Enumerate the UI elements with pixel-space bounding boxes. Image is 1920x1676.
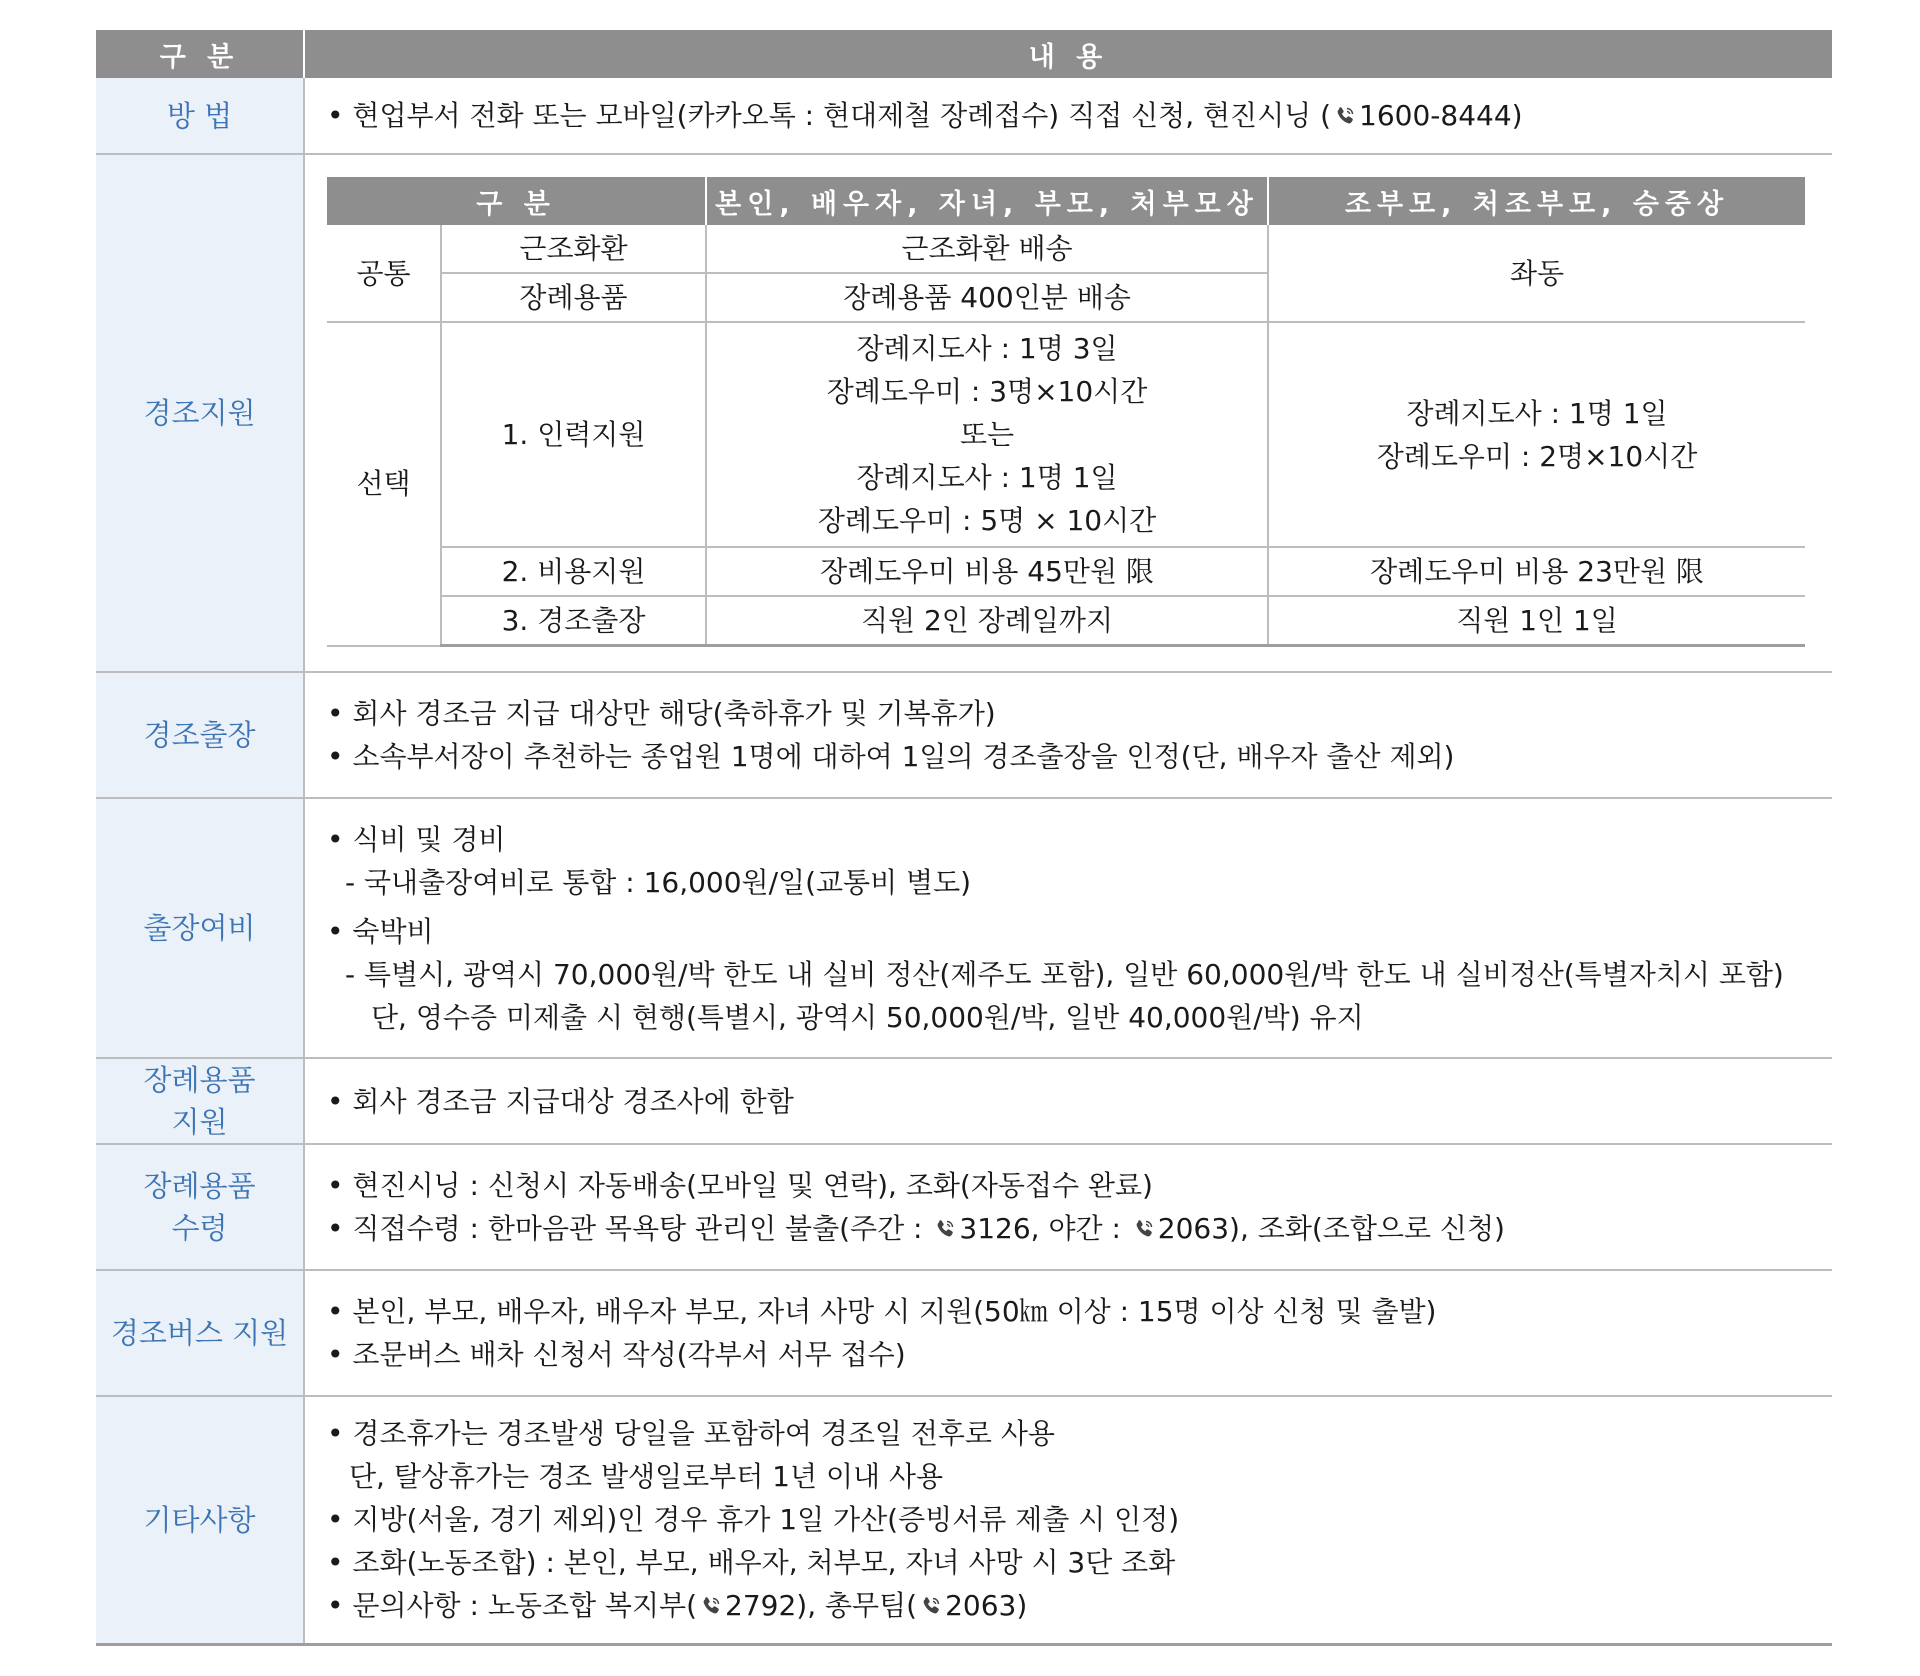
table-row <box>327 596 1805 646</box>
labor-direct-line: 장례도우미 : 5명 × 10시간 <box>817 504 1157 537</box>
value-trip-direct: 직원 2인 장례일까지 <box>706 596 1268 646</box>
row-content-etc <box>304 1396 1832 1644</box>
list-item: • 회사 경조금 지급 대상만 해당(축하휴가 및 기복휴가) <box>327 697 996 730</box>
support-header-grand: 조부모, 처조부모, 승중상 <box>1268 177 1805 225</box>
row-content-goods-receipt <box>304 1144 1832 1270</box>
labor-grand-line: 장례도우미 : 2명×10시간 <box>1376 439 1698 473</box>
list-subitem: 단, 영수증 미제출 시 현행(특별시, 광역시 50,000원/박, 일반 40,000원/박) 유지 <box>371 1000 1364 1034</box>
list-item: • 조화(노동조합) : 본인, 부모, 배우자, 처부모, 자녀 사망 시 3단 조화 <box>327 1546 1176 1580</box>
row-etc <box>96 1396 1832 1644</box>
row-content-goods-support <box>304 1058 1832 1144</box>
value-labor-grand <box>1268 322 1805 547</box>
header-category: 구 분 <box>96 30 304 78</box>
row-method <box>96 78 1832 154</box>
item-trip: 3. 경조출장 <box>441 596 706 646</box>
guide-table <box>96 30 1832 1646</box>
list-item: • 본인, 부모, 배우자, 배우자 부모, 자녀 사망 시 지원(50㎞ 이상 : 15명 이상 신청 및 출발) <box>327 1295 1437 1328</box>
item-wreath: 근조화환 <box>441 225 706 273</box>
row-label-goods-receipt <box>96 1144 304 1270</box>
value-wreath: 근조화환 배송 <box>706 225 1268 273</box>
support-header-category: 구 분 <box>327 177 706 225</box>
inquiry-text: 2063) <box>945 1589 1028 1623</box>
group-label-common: 공통 <box>327 225 441 322</box>
receipt-text: 2063), 조화(조합으로 신청) <box>1157 1212 1505 1245</box>
list-subitem: - 특별시, 광역시 70,000원/박 한도 내 실비 정산(제주도 포함), 일반 60,000원/박 한도 내 실비정산(특별자치시 포함) <box>345 957 1784 991</box>
support-header-row <box>327 177 1805 225</box>
row-label-line: 장례용품 <box>143 1063 256 1097</box>
method-phone-number: 1600-8444) <box>1359 99 1523 132</box>
inquiry-text: 2792), 총무팀( <box>725 1589 918 1623</box>
row-label-line: 장례용품 <box>143 1169 256 1203</box>
item-labor: 1. 인력지원 <box>441 322 706 547</box>
row-goods-support <box>96 1058 1832 1144</box>
list-item: • 현진시닝 : 신청시 자동배송(모바일 및 연락), 조화(자동접수 완료) <box>327 1169 1153 1202</box>
value-trip-grand: 직원 1인 1일 <box>1268 596 1805 646</box>
list-item <box>327 1207 1832 1250</box>
list-item: • 조문버스 배차 신청서 작성(각부서 서무 접수) <box>327 1338 906 1371</box>
labor-direct-line: 장례지도사 : 1명 1일 <box>856 461 1118 494</box>
list-subitem: - 국내출장여비로 통합 : 16,000원/일(교통비 별도) <box>345 865 972 899</box>
row-expenses <box>96 798 1832 1058</box>
receipt-text: 3126, 야간 : <box>959 1212 1121 1245</box>
table-row <box>327 322 1805 547</box>
list-item-continuation: 단, 탈상휴가는 경조 발생일로부터 1년 이내 사용 <box>349 1460 944 1494</box>
list-item: • 회사 경조금 지급대상 경조사에 한함 <box>327 1084 794 1118</box>
row-label-etc: 기타사항 <box>96 1396 304 1644</box>
value-labor-direct <box>706 322 1268 547</box>
value-cost-grand: 장례도우미 비용 23만원 限 <box>1268 547 1805 596</box>
row-label-support: 경조지원 <box>96 154 304 672</box>
row-business-trip <box>96 672 1832 798</box>
phone-icon <box>1132 1210 1156 1234</box>
row-content-business-trip <box>304 672 1832 798</box>
row-goods-receipt <box>96 1144 1832 1270</box>
row-label-method: 방 법 <box>96 78 304 154</box>
receipt-text: • 직접수령 : 한마음관 목욕탕 관리인 불출(주간 : <box>327 1212 923 1245</box>
row-label-line: 지원 <box>171 1105 228 1139</box>
row-label-expenses: 출장여비 <box>96 798 304 1058</box>
list-item: • 소속부서장이 추천하는 종업원 1명에 대하여 1일의 경조출장을 인정(단, 배우자 출산 제외) <box>327 740 1455 773</box>
labor-direct-line: 장례지도사 : 1명 3일 <box>856 332 1118 365</box>
table-row <box>327 225 1805 273</box>
inquiry-text: • 문의사항 : 노동조합 복지부( <box>327 1589 698 1623</box>
row-content-support <box>304 154 1832 672</box>
value-funeral-goods: 장례용품 400인분 배송 <box>706 273 1268 322</box>
method-text: • 현업부서 전화 또는 모바일(카카오톡 : 현대제철 장례접수) 직접 신청, 현진시닝 ( <box>327 99 1332 132</box>
labor-direct-line: 장례도우미 : 3명×10시간 <box>826 375 1148 408</box>
table-header-row <box>96 30 1832 78</box>
list-item: • 지방(서울, 경기 제외)인 경우 휴가 1일 가산(증빙서류 제출 시 인정) <box>327 1503 1180 1537</box>
header-content: 내 용 <box>304 30 1832 78</box>
labor-grand-line: 장례지도사 : 1명 1일 <box>1406 396 1668 430</box>
row-label-line: 수령 <box>171 1211 228 1245</box>
list-item: • 경조휴가는 경조발생 당일을 포함하여 경조일 전후로 사용 <box>327 1417 1055 1451</box>
row-label-goods-support <box>96 1058 304 1144</box>
support-header-direct: 본인, 배우자, 자녀, 부모, 처부모상 <box>706 177 1268 225</box>
row-content-bus <box>304 1270 1832 1396</box>
value-cost-direct: 장례도우미 비용 45만원 限 <box>706 547 1268 596</box>
table-row <box>327 547 1805 596</box>
row-support <box>96 154 1832 672</box>
list-item: • 식비 및 경비 <box>327 822 506 856</box>
phone-icon <box>919 1587 943 1611</box>
method-line <box>327 94 1832 137</box>
item-cost: 2. 비용지원 <box>441 547 706 596</box>
labor-direct-line: 또는 <box>959 418 1015 451</box>
item-funeral-goods: 장례용품 <box>441 273 706 322</box>
row-bus <box>96 1270 1832 1396</box>
group-label-optional: 선택 <box>327 322 441 646</box>
value-common-grand: 좌동 <box>1268 225 1805 322</box>
phone-icon <box>1333 97 1357 121</box>
row-label-business-trip: 경조출장 <box>96 672 304 798</box>
support-table-wrap <box>327 155 1832 671</box>
list-item <box>327 1584 1832 1627</box>
row-content-method <box>304 78 1832 154</box>
support-table <box>327 177 1805 647</box>
phone-icon <box>699 1587 723 1611</box>
row-content-expenses <box>304 798 1832 1058</box>
phone-icon <box>933 1210 957 1234</box>
list-item: • 숙박비 <box>327 914 434 948</box>
row-label-bus: 경조버스 지원 <box>96 1270 304 1396</box>
